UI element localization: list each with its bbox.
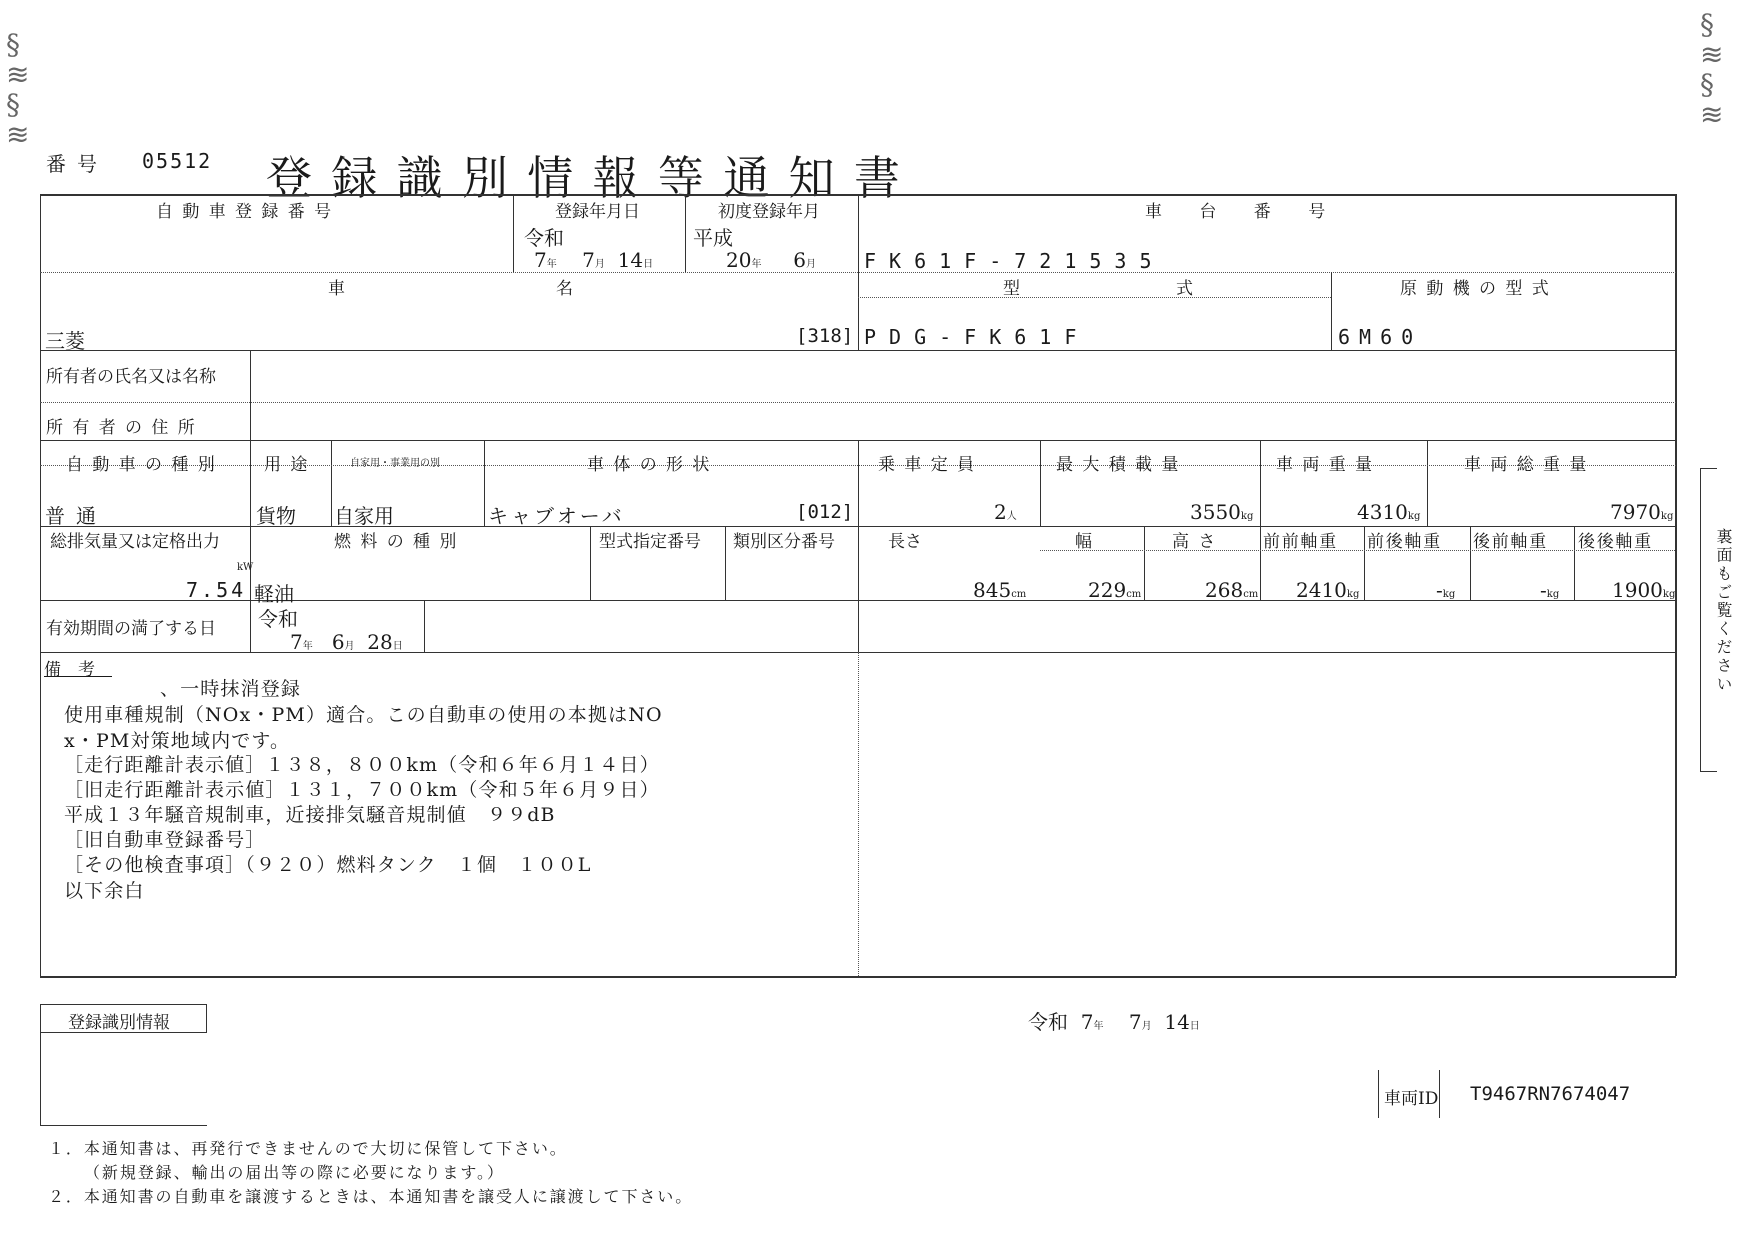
rear-front-axle-label: 後前軸重 [1473, 532, 1548, 552]
remarks-line-6: 平成１３年騒音規制車，近接排気騒音規制値 ９９dB [64, 804, 556, 826]
expiry-label: 有効期間の満了する日 [46, 619, 216, 639]
first-reg-value: 20年 6月 [726, 248, 816, 272]
remarks-label: 備考 [44, 660, 112, 680]
number-label: 番号 [46, 152, 108, 176]
remarks-line-3: x・PM対策地域内です。 [64, 730, 291, 752]
body-shape-code: [012] [796, 501, 854, 523]
front-front-axle-value: 2410kg [1296, 578, 1360, 602]
vehicle-kind-value: 普通 [45, 504, 107, 528]
model-label-1: 型 [1003, 279, 1020, 299]
remarks-line-1: 、一時抹消登録 [160, 678, 301, 700]
max-load-label: 最大積載量 [1056, 455, 1188, 475]
footnote-1: １．本通知書は、再発行できませんので大切に保管して下さい。 [48, 1139, 568, 1158]
car-name-label-2: 名 [556, 279, 573, 299]
owner-name-label: 所有者の氏名又は名称 [46, 367, 216, 387]
displacement-label: 総排気量又は定格出力 [50, 532, 220, 552]
kw-unit: kW [237, 562, 254, 573]
reg-date-value: 7年 7月 14日 [534, 248, 654, 272]
private-business-label: 自家用・事業用の別 [350, 458, 440, 469]
engine-type-label: 原動機の型式 [1400, 279, 1559, 299]
width-label: 幅 [1075, 532, 1092, 552]
remarks-line-5: ［旧走行距離計表示値］１３１，７００km（令和５年６月９日） [64, 779, 660, 801]
reg-date-era: 令和 [524, 226, 564, 250]
length-label: 長さ [888, 532, 922, 552]
model-value: PDG-FK61F [864, 325, 1090, 349]
expiry-era: 令和 [258, 607, 298, 631]
length-value: 845cm [973, 578, 1027, 602]
rear-rear-axle-value: 1900kg [1612, 578, 1676, 602]
vehicle-weight-value: 4310kg [1357, 500, 1421, 524]
model-label-2: 式 [1176, 279, 1193, 299]
security-pattern-right: § ≋ § ≋ [1700, 8, 1724, 131]
use-label: 用途 [264, 455, 317, 475]
capacity-label: 乗車定員 [878, 455, 984, 475]
expiry-date: 7年 6月 28日 [290, 630, 403, 654]
side-note: 裏面もご覧ください [1714, 528, 1733, 694]
model-code: [318] [796, 325, 854, 347]
first-reg-label: 初度登録年月 [718, 202, 820, 222]
chassis-label: 車台番号 [1145, 202, 1363, 222]
issue-date: 令和 7年 7月 14日 [1028, 1010, 1200, 1034]
use-value: 貨物 [256, 504, 296, 528]
max-load-value: 3550kg [1190, 500, 1254, 524]
front-rear-axle-label: 前後軸重 [1367, 532, 1442, 552]
reg-number-label: 自動車登録番号 [156, 202, 341, 222]
body-shape-value: キャブオーバ [488, 504, 625, 528]
remarks-line-2: 使用車種規制（NOx・PM）適合。この自動車の使用の本拠はNO [64, 704, 663, 726]
vehicle-id-label: 車両ID [1384, 1089, 1439, 1109]
footnote-1-sub: （新規登録、輸出の届出等の際に必要になります。） [84, 1163, 505, 1182]
body-shape-label: 車体の形状 [587, 455, 719, 475]
footnote-2: ２．本通知書の自動車を譲渡するときは、本通知書を譲受人に譲渡して下さい。 [48, 1187, 694, 1206]
remarks-line-8: ［その他検査事項］（９２０）燃料タンク １個 １００L [64, 854, 592, 876]
type-designation-label: 型式指定番号 [599, 532, 701, 552]
car-name-value: 三菱 [45, 329, 85, 353]
vehicle-kind-label: 自動車の種別 [66, 455, 225, 475]
remarks-line-7: ［旧自動車登録番号］ [64, 829, 266, 851]
capacity-value: 2人 [994, 500, 1017, 524]
height-value: 268cm [1205, 578, 1259, 602]
gross-weight-value: 7970kg [1610, 500, 1674, 524]
gross-weight-label: 車両総重量 [1464, 455, 1596, 475]
document-title: 登録識別情報等通知書 [266, 151, 920, 205]
width-value: 229cm [1088, 578, 1142, 602]
front-rear-axle-value: -kg [1436, 578, 1456, 602]
car-name-label-1: 車 [328, 279, 345, 299]
category-number-label: 類別区分番号 [733, 532, 835, 552]
height-label: 高さ [1172, 532, 1225, 552]
number-value: 05512 [142, 149, 213, 173]
rear-front-axle-value: -kg [1540, 578, 1560, 602]
reg-date-label: 登録年月日 [555, 202, 640, 222]
owner-address-label: 所有者の住所 [46, 418, 205, 438]
info-box-label: 登録識別情報 [68, 1013, 170, 1033]
vehicle-id-value: T9467RN7674047 [1470, 1083, 1631, 1105]
private-business-value: 自家用 [334, 504, 394, 528]
security-pattern-left: § ≋ § ≋ [6, 28, 30, 151]
vehicle-weight-label: 車両重量 [1276, 455, 1382, 475]
engine-type-value: 6M60 [1338, 325, 1423, 349]
fuel-type-label: 燃料の種別 [334, 532, 466, 552]
front-front-axle-label: 前前軸重 [1263, 532, 1338, 552]
displacement-value: 7.54 [186, 578, 247, 602]
remarks-line-9: 以下余白 [64, 880, 145, 902]
first-reg-era: 平成 [693, 226, 733, 250]
remarks-line-4: ［走行距離計表示値］１３８，８００km（令和６年６月１４日） [64, 754, 660, 776]
chassis-value: FK61F-721535 [864, 249, 1165, 273]
fuel-type-value: 軽油 [254, 582, 294, 606]
rear-rear-axle-label: 後後軸重 [1578, 532, 1653, 552]
